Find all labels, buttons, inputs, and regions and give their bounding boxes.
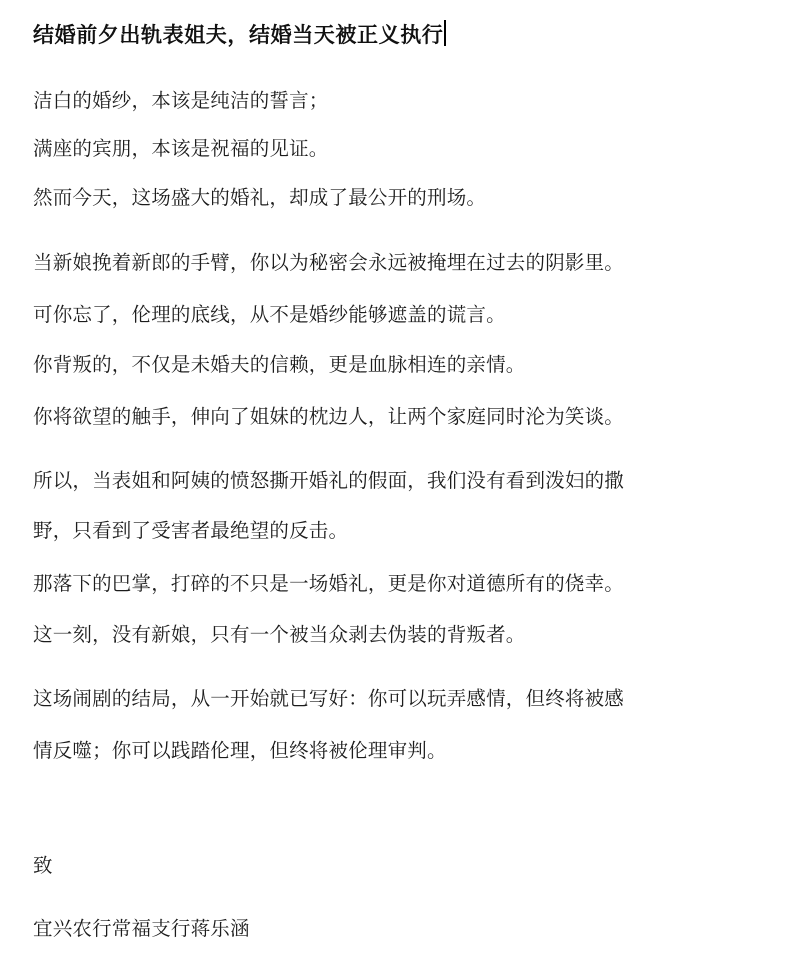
paragraph-line: 这一刻，没有新娘，只有一个被当众剥去伪装的背叛者。 (33, 623, 526, 646)
title-text: 结婚前夕出轨表姐夫，结婚当天被正义执行 (33, 22, 444, 47)
paragraph-line: 这场闹剧的结局，从一开始就已写好：你可以玩弄感情，但终将被感 (33, 687, 625, 710)
paragraph-line: 所以，当表姐和阿姨的愤怒撕开婚礼的假面，我们没有看到泼妇的撒 (33, 469, 625, 492)
paragraph-line: 可你忘了，伦理的底线，从不是婚纱能够遮盖的谎言。 (33, 303, 506, 326)
paragraph-line: 那落下的巴掌，打碎的不只是一场婚礼，更是你对道德所有的侥幸。 (33, 572, 625, 595)
text-cursor (444, 20, 446, 46)
paragraph-line: 你将欲望的触手，伸向了姐妹的枕边人，让两个家庭同时沦为笑谈。 (33, 405, 625, 428)
paragraph-line: 洁白的婚纱，本该是纯洁的誓言； (33, 89, 329, 112)
recipient: 宜兴农行常福支行蒋乐涵 (33, 917, 250, 940)
salutation: 致 (33, 854, 53, 877)
paragraph-line: 然而今天，这场盛大的婚礼，却成了最公开的刑场。 (33, 186, 487, 209)
paragraph-line: 情反噬；你可以践踏伦理，但终将被伦理审判。 (33, 739, 447, 762)
paragraph-line: 野，只看到了受害者最绝望的反击。 (33, 519, 349, 542)
paragraph-line: 满座的宾朋，本该是祝福的见证。 (33, 137, 329, 160)
document-title (33, 20, 446, 48)
paragraph-line: 你背叛的，不仅是未婚夫的信赖，更是血脉相连的亲情。 (33, 353, 526, 376)
paragraph-line: 当新娘挽着新郎的手臂，你以为秘密会永远被掩埋在过去的阴影里。 (33, 251, 625, 274)
